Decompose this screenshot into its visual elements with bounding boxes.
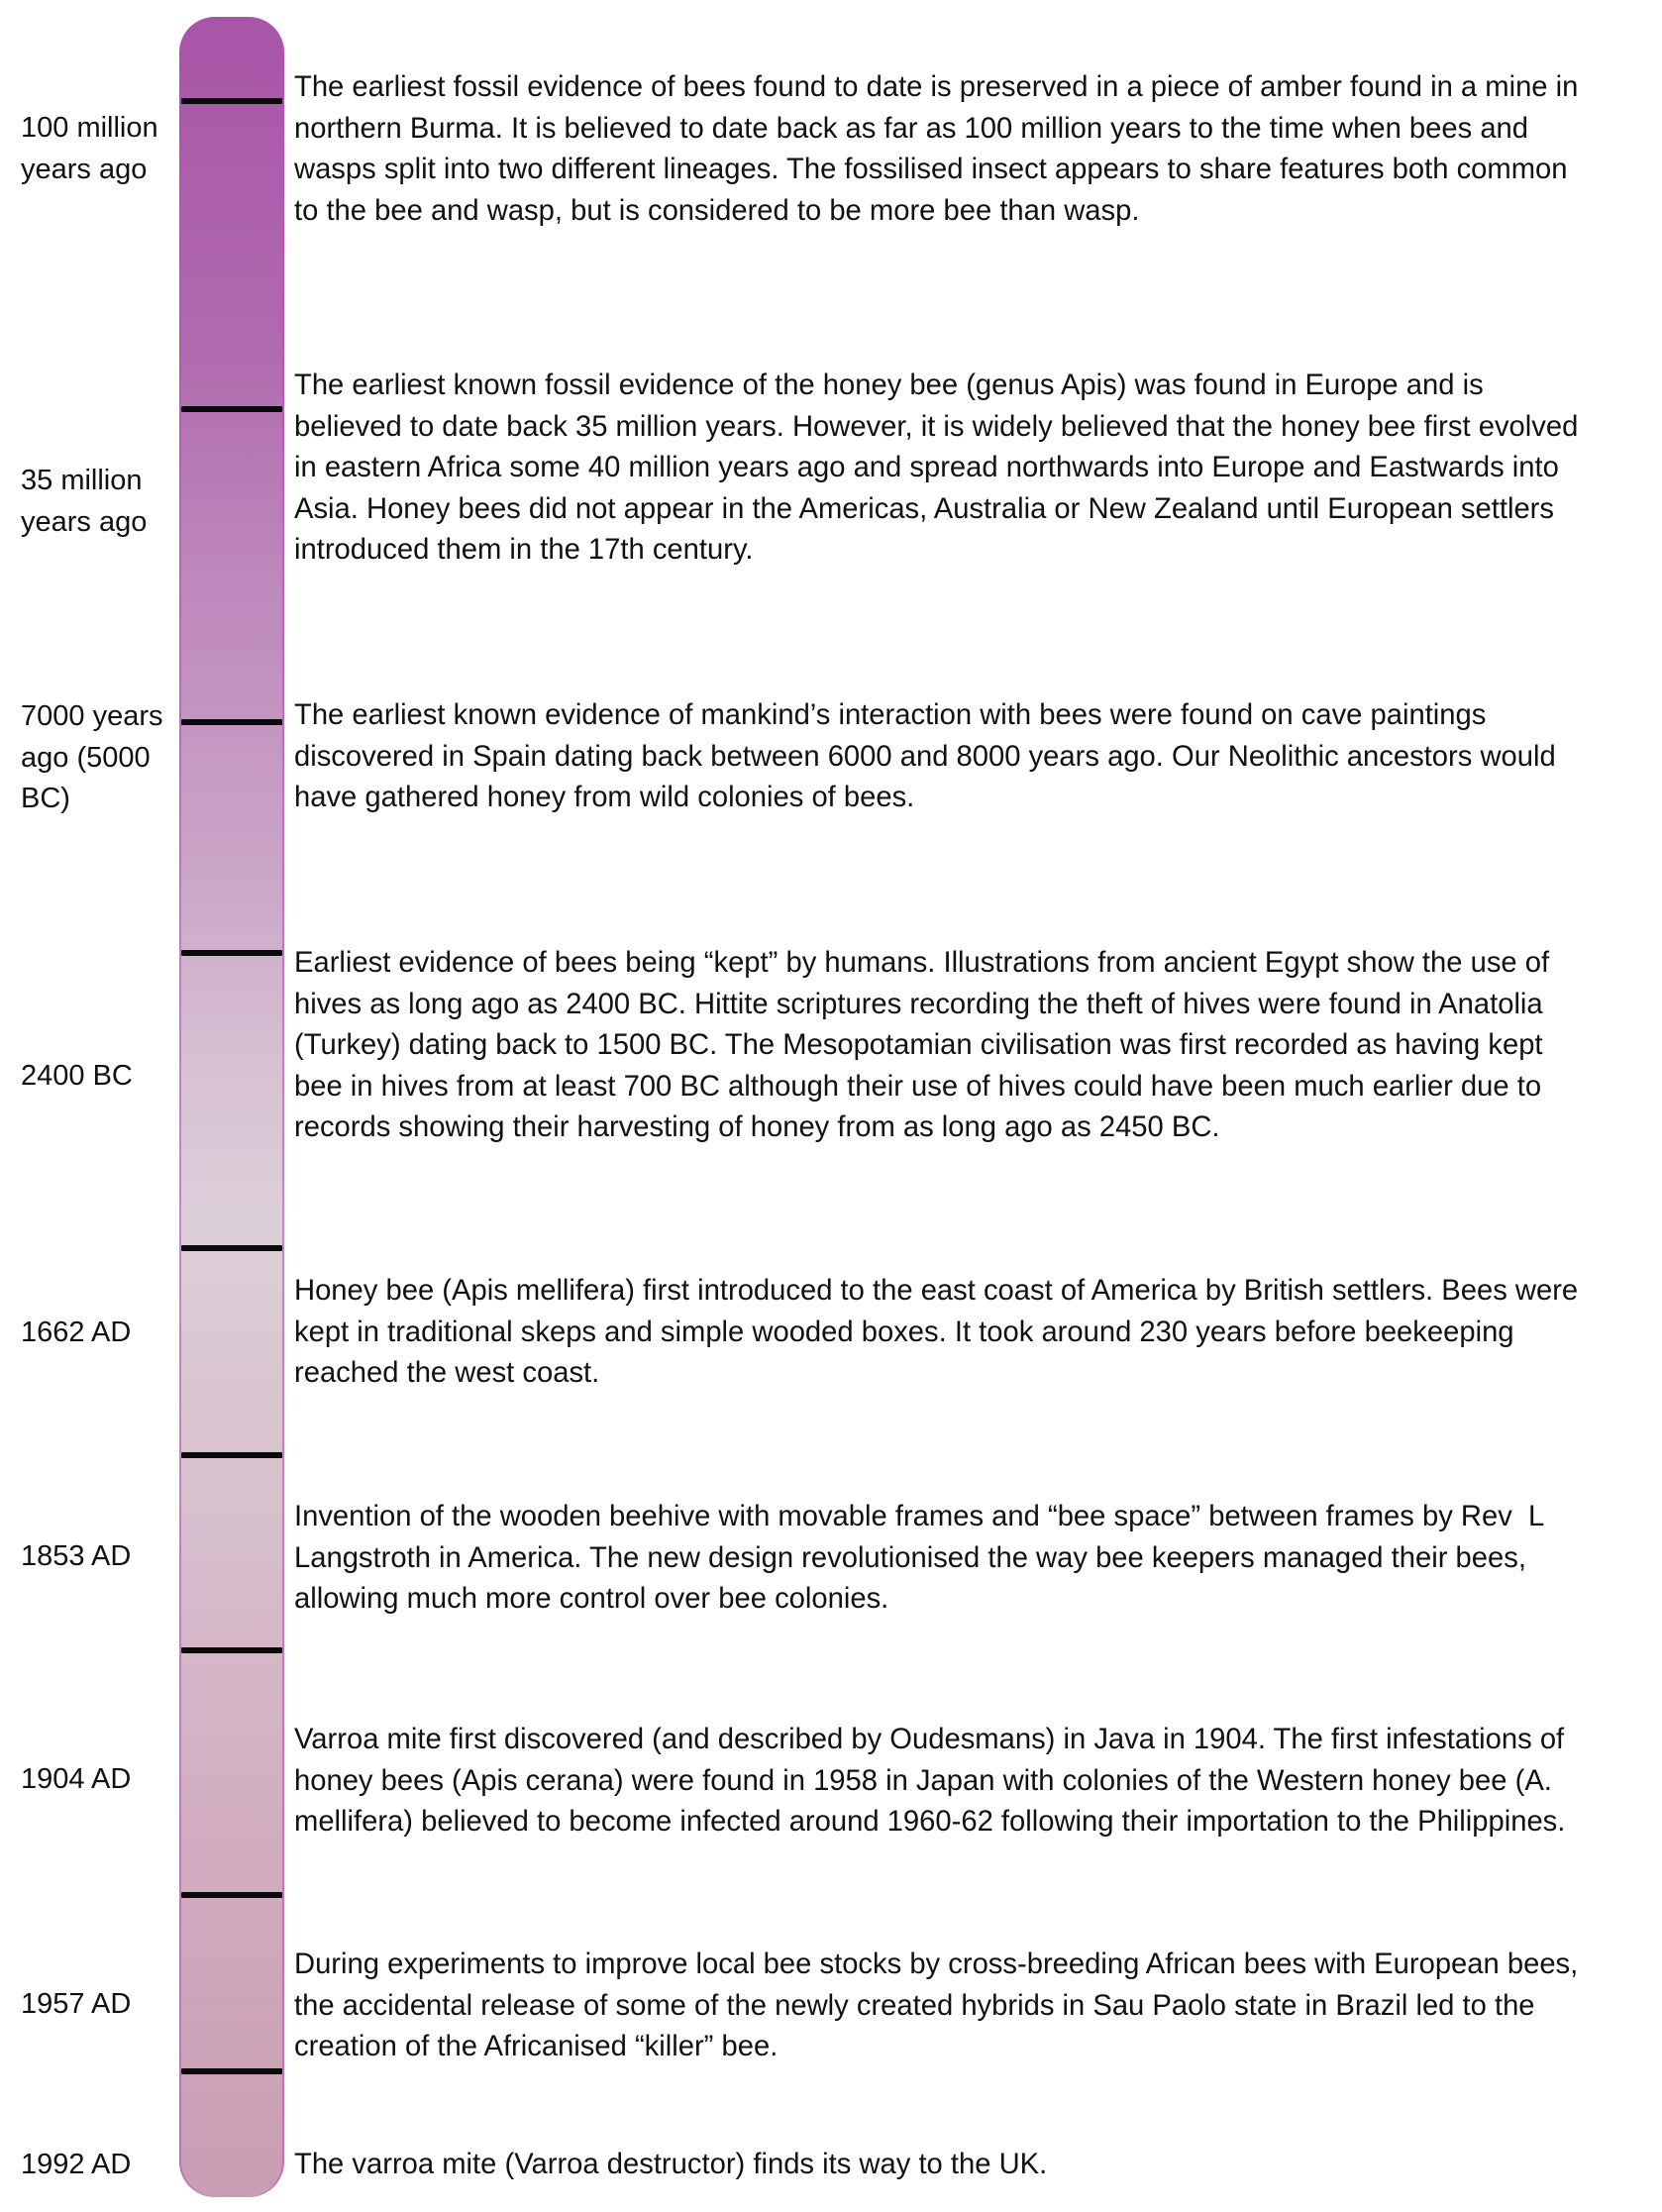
event-description <box>294 1271 1651 1395</box>
description-line: The earliest fossil evidence of bees found to date is preserved in a piece of amber found in a mine in <box>294 71 1579 103</box>
description-line: Earliest evidence of bees being “kept” by humans. Illustrations from ancient Egypt show the use of <box>294 947 1550 979</box>
event-description <box>294 1497 1651 1621</box>
description-line: Varroa mite first discovered (and described by Oudesmans) in Java in 1904. The first infestations of <box>294 1724 1565 1755</box>
description-line: The earliest known fossil evidence of the honey bee (genus Apis) was found in Europe and is <box>294 369 1484 401</box>
event-description <box>294 695 1651 819</box>
timeline-tick <box>181 950 282 956</box>
event-description <box>294 943 1651 1149</box>
event-date-label <box>21 108 179 190</box>
description-line: believed to date back 35 million years. However, it is widely believed that the honey bee first evolved <box>294 410 1579 443</box>
timeline-tick <box>181 1245 282 1251</box>
date-line: years ago <box>21 505 148 538</box>
description-line: creation of the Africanised “killer” bee. <box>294 2031 779 2062</box>
event-date-label <box>21 461 179 543</box>
event-description <box>294 1945 1651 2068</box>
timeline-tick <box>181 1892 282 1898</box>
description-line: kept in traditional skeps and simple wooded boxes. It took around 230 years before beekeeping <box>294 1316 1514 1348</box>
description-line: hives as long ago as 2400 BC. Hittite scriptures recording the theft of hives were found in Anatolia <box>294 988 1543 1020</box>
date-line: 1992 AD <box>21 2149 132 2180</box>
timeline-tick <box>181 1452 282 1458</box>
date-line: 2400 BC <box>21 1060 133 1092</box>
date-line: ago (5000 <box>21 741 151 774</box>
date-line: 35 million <box>21 465 143 496</box>
timeline-tick <box>181 719 282 725</box>
description-line: to the bee and wasp, but is considered to be more bee than wasp. <box>294 194 1140 227</box>
description-line: The earliest known evidence of mankind’s interaction with bees were found on cave paintings <box>294 699 1487 731</box>
event-description <box>294 67 1651 232</box>
description-line: have gathered honey from wild colonies of bees. <box>294 782 915 813</box>
event-date-label <box>21 1759 179 1801</box>
description-line: The varroa mite (Varroa destructor) finds its way to the UK. <box>294 2149 1048 2180</box>
date-line: 1904 AD <box>21 1763 132 1795</box>
event-description <box>294 1720 1651 1843</box>
description-line: wasps split into two different lineages. The fossilised insect appears to share features both common <box>294 154 1568 185</box>
description-line: Langstroth in America. The new design revolutionised the way bee keepers managed their bees, <box>294 1541 1526 1574</box>
timeline-tick <box>181 1647 282 1653</box>
date-line: 7000 years <box>21 700 163 732</box>
date-line: BC) <box>21 783 70 814</box>
timeline-tick <box>181 98 282 104</box>
timeline-bar <box>179 17 284 2197</box>
event-date-label <box>21 1313 179 1354</box>
description-line: (Turkey) dating back to 1500 BC. The Mesopotamian civilisation was first recorded as having kept <box>294 1029 1543 1061</box>
event-description <box>294 2145 1651 2186</box>
description-line: records showing their harvesting of honey from as long ago as 2450 BC. <box>294 1111 1220 1143</box>
timeline-tick <box>181 2068 282 2074</box>
event-date-label <box>21 1984 179 2026</box>
event-date-label <box>21 1056 179 1098</box>
description-line: Honey bee (Apis mellifera) first introduced to the east coast of America by British settlers. Bees were <box>294 1275 1579 1307</box>
date-line: 100 million <box>21 112 158 144</box>
description-line: introduced them in the 17th century. <box>294 534 754 566</box>
date-line: years ago <box>21 153 148 185</box>
event-date-label <box>21 2145 179 2186</box>
event-date-label <box>21 1536 179 1578</box>
description-line: allowing much more control over bee colonies. <box>294 1583 889 1615</box>
description-line: honey bees (Apis cerana) were found in 1958 in Japan with colonies of the Western honey bee (A. <box>294 1764 1552 1797</box>
date-line: 1662 AD <box>21 1317 132 1348</box>
description-line: in eastern Africa some 40 million years ago and spread northwards into Europe and Eastwards into <box>294 452 1559 483</box>
description-line: northern Burma. It is believed to date back as far as 100 million years to the time when bees and <box>294 112 1529 145</box>
description-line: reached the west coast. <box>294 1357 600 1389</box>
event-date-label <box>21 696 179 820</box>
date-line: 1957 AD <box>21 1988 132 2020</box>
description-line: the accidental release of some of the newly created hybrids in Sau Paolo state in Brazil led to the <box>294 1989 1535 2022</box>
description-line: bee in hives from at least 700 BC although their use of hives could have been much earlier due to <box>294 1070 1542 1103</box>
description-line: mellifera) believed to become infected around 1960-62 following their importation to the Philippines. <box>294 1806 1566 1838</box>
event-description <box>294 366 1651 572</box>
date-line: 1853 AD <box>21 1540 132 1572</box>
description-line: During experiments to improve local bee stocks by cross-breeding African bees with European bees, <box>294 1949 1579 1980</box>
description-line: Asia. Honey bees did not appear in the Americas, Australia or New Zealand until European settlers <box>294 492 1554 525</box>
timeline-tick <box>181 406 282 412</box>
description-line: discovered in Spain dating back between 6000 and 8000 years ago. Our Neolithic ancestors would <box>294 740 1556 773</box>
description-line: Invention of the wooden beehive with movable frames and “bee space” between frames by Rev L <box>294 1501 1545 1532</box>
